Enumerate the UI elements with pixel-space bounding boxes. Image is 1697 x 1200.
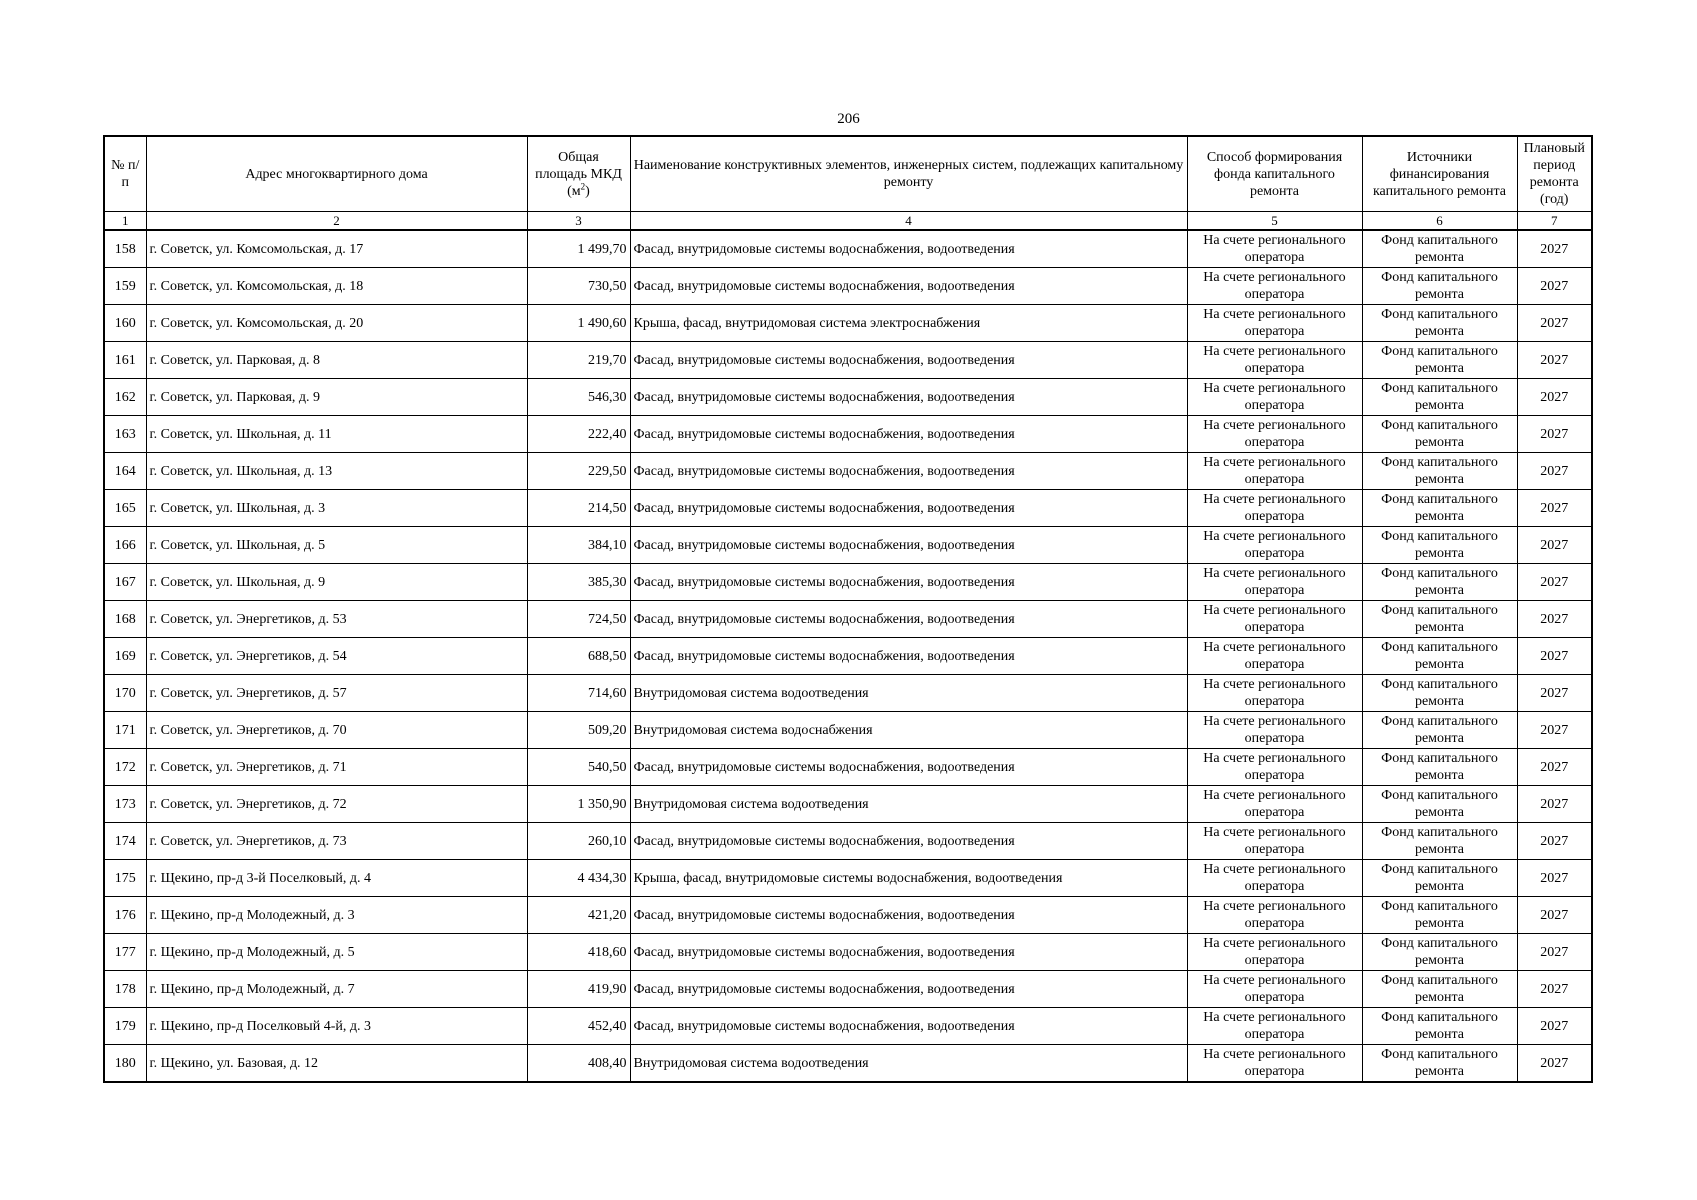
row-source: Фонд капитального ремонта (1362, 823, 1517, 860)
table-row (104, 453, 1592, 490)
row-address: г. Щекино, пр-д Молодежный, д. 5 (146, 934, 527, 971)
row-elements: Фасад, внутридомовые системы водоснабжения, водоотведения (630, 453, 1187, 490)
row-number: 170 (104, 675, 146, 712)
row-method: На счете регионального оператора (1187, 601, 1362, 638)
row-area: 452,40 (527, 1008, 630, 1045)
row-area: 1 499,70 (527, 230, 630, 268)
table-row (104, 712, 1592, 749)
column-number: 3 (527, 212, 630, 231)
row-year: 2027 (1517, 342, 1592, 379)
row-address: г. Щекино, пр-д Молодежный, д. 3 (146, 897, 527, 934)
row-elements: Фасад, внутридомовые системы водоснабжения, водоотведения (630, 490, 1187, 527)
row-method: На счете регионального оператора (1187, 416, 1362, 453)
row-method: На счете регионального оператора (1187, 897, 1362, 934)
row-address: г. Советск, ул. Энергетиков, д. 71 (146, 749, 527, 786)
row-elements: Внутридомовая система водоотведения (630, 786, 1187, 823)
row-method: На счете регионального оператора (1187, 823, 1362, 860)
row-method: На счете регионального оператора (1187, 379, 1362, 416)
row-elements: Внутридомовая система водоснабжения (630, 712, 1187, 749)
row-number: 174 (104, 823, 146, 860)
row-address: г. Советск, ул. Комсомольская, д. 20 (146, 305, 527, 342)
row-address: г. Советск, ул. Энергетиков, д. 57 (146, 675, 527, 712)
table-row (104, 342, 1592, 379)
row-source: Фонд капитального ремонта (1362, 675, 1517, 712)
row-year: 2027 (1517, 823, 1592, 860)
row-number: 169 (104, 638, 146, 675)
row-method: На счете регионального оператора (1187, 268, 1362, 305)
row-number: 177 (104, 934, 146, 971)
row-address: г. Советск, ул. Школьная, д. 9 (146, 564, 527, 601)
row-address: г. Советск, ул. Энергетиков, д. 54 (146, 638, 527, 675)
row-elements: Крыша, фасад, внутридомовая система электроснабжения (630, 305, 1187, 342)
row-year: 2027 (1517, 860, 1592, 897)
row-number: 160 (104, 305, 146, 342)
row-area: 418,60 (527, 934, 630, 971)
row-year: 2027 (1517, 934, 1592, 971)
row-year: 2027 (1517, 527, 1592, 564)
table-row (104, 305, 1592, 342)
header-area (527, 136, 630, 212)
table-row (104, 934, 1592, 971)
row-method: На счете регионального оператора (1187, 564, 1362, 601)
column-number: 7 (1517, 212, 1592, 231)
column-number: 6 (1362, 212, 1517, 231)
row-address: г. Советск, ул. Парковая, д. 8 (146, 342, 527, 379)
row-method: На счете регионального оператора (1187, 342, 1362, 379)
row-year: 2027 (1517, 416, 1592, 453)
row-area: 408,40 (527, 1045, 630, 1083)
row-address: г. Советск, ул. Энергетиков, д. 53 (146, 601, 527, 638)
row-method: На счете регионального оператора (1187, 490, 1362, 527)
row-year: 2027 (1517, 453, 1592, 490)
row-area: 540,50 (527, 749, 630, 786)
row-number: 168 (104, 601, 146, 638)
row-method: На счете регионального оператора (1187, 749, 1362, 786)
table-row (104, 490, 1592, 527)
table-row (104, 379, 1592, 416)
row-area: 1 350,90 (527, 786, 630, 823)
row-method: На счете регионального оператора (1187, 638, 1362, 675)
page-number: 206 (837, 111, 860, 127)
row-address: г. Щекино, пр-д Поселковый 4-й, д. 3 (146, 1008, 527, 1045)
row-method: На счете регионального оператора (1187, 860, 1362, 897)
row-year: 2027 (1517, 490, 1592, 527)
row-elements: Фасад, внутридомовые системы водоснабжения, водоотведения (630, 416, 1187, 453)
row-source: Фонд капитального ремонта (1362, 490, 1517, 527)
table-body (104, 230, 1592, 1082)
row-source: Фонд капитального ремонта (1362, 786, 1517, 823)
header-area-unit: $(м^2)$ (567, 180, 590, 199)
row-year: 2027 (1517, 749, 1592, 786)
row-elements: Крыша, фасад, внутридомовые системы водоснабжения, водоотведения (630, 860, 1187, 897)
row-year: 2027 (1517, 1045, 1592, 1083)
row-address: г. Щекино, пр-д 3-й Поселковый, д. 4 (146, 860, 527, 897)
column-number: 2 (146, 212, 527, 231)
row-source: Фонд капитального ремонта (1362, 527, 1517, 564)
row-method: На счете регионального оператора (1187, 786, 1362, 823)
row-method: На счете регионального оператора (1187, 712, 1362, 749)
row-year: 2027 (1517, 379, 1592, 416)
table-row (104, 749, 1592, 786)
table-row (104, 564, 1592, 601)
row-source: Фонд капитального ремонта (1362, 268, 1517, 305)
header-period: Плановый период ремонта (год) (1517, 136, 1592, 212)
row-address: г. Советск, ул. Комсомольская, д. 18 (146, 268, 527, 305)
row-number: 161 (104, 342, 146, 379)
column-number: 4 (630, 212, 1187, 231)
row-number: 164 (104, 453, 146, 490)
row-number: 173 (104, 786, 146, 823)
row-method: На счете регионального оператора (1187, 1008, 1362, 1045)
table-row (104, 1008, 1592, 1045)
row-elements: Фасад, внутридомовые системы водоснабжения, водоотведения (630, 601, 1187, 638)
row-source: Фонд капитального ремонта (1362, 860, 1517, 897)
row-source: Фонд капитального ремонта (1362, 305, 1517, 342)
row-year: 2027 (1517, 971, 1592, 1008)
row-elements: Фасад, внутридомовые системы водоснабжения, водоотведения (630, 379, 1187, 416)
row-number: 165 (104, 490, 146, 527)
row-year: 2027 (1517, 638, 1592, 675)
row-elements: Фасад, внутридомовые системы водоснабжения, водоотведения (630, 934, 1187, 971)
row-area: 509,20 (527, 712, 630, 749)
row-elements: Фасад, внутридомовые системы водоснабжения, водоотведения (630, 823, 1187, 860)
row-number: 158 (104, 230, 146, 268)
row-source: Фонд капитального ремонта (1362, 897, 1517, 934)
row-area: 730,50 (527, 268, 630, 305)
header-num: № п/п (104, 136, 146, 212)
row-source: Фонд капитального ремонта (1362, 971, 1517, 1008)
row-area: 724,50 (527, 601, 630, 638)
row-elements: Внутридомовая система водоотведения (630, 1045, 1187, 1083)
header-row (104, 136, 1592, 212)
row-elements: Фасад, внутридомовые системы водоснабжения, водоотведения (630, 897, 1187, 934)
row-number: 176 (104, 897, 146, 934)
header-area-text: Общая площадь МКД (535, 149, 622, 182)
row-method: На счете регионального оператора (1187, 453, 1362, 490)
row-address: г. Советск, ул. Парковая, д. 9 (146, 379, 527, 416)
row-elements: Фасад, внутридомовые системы водоснабжения, водоотведения (630, 268, 1187, 305)
row-address: г. Советск, ул. Школьная, д. 11 (146, 416, 527, 453)
row-source: Фонд капитального ремонта (1362, 638, 1517, 675)
row-method: На счете регионального оператора (1187, 305, 1362, 342)
row-area: 219,70 (527, 342, 630, 379)
row-source: Фонд капитального ремонта (1362, 230, 1517, 268)
row-area: 385,30 (527, 564, 630, 601)
row-number: 178 (104, 971, 146, 1008)
row-year: 2027 (1517, 675, 1592, 712)
row-year: 2027 (1517, 564, 1592, 601)
row-source: Фонд капитального ремонта (1362, 934, 1517, 971)
row-area: 222,40 (527, 416, 630, 453)
row-elements: Фасад, внутридомовые системы водоснабжения, водоотведения (630, 527, 1187, 564)
row-method: На счете регионального оператора (1187, 1045, 1362, 1083)
row-number: 175 (104, 860, 146, 897)
row-method: На счете регионального оператора (1187, 971, 1362, 1008)
row-elements: Фасад, внутридомовые системы водоснабжения, водоотведения (630, 1008, 1187, 1045)
row-area: 1 490,60 (527, 305, 630, 342)
row-year: 2027 (1517, 897, 1592, 934)
table-row (104, 268, 1592, 305)
table-row (104, 527, 1592, 564)
header-elements: Наименование конструктивных элементов, инженерных систем, подлежащих капитальному ремонту (630, 136, 1187, 212)
row-number: 180 (104, 1045, 146, 1083)
table-row (104, 971, 1592, 1008)
row-year: 2027 (1517, 268, 1592, 305)
row-source: Фонд капитального ремонта (1362, 342, 1517, 379)
row-number: 159 (104, 268, 146, 305)
row-area: 384,10 (527, 527, 630, 564)
row-elements: Внутридомовая система водоотведения (630, 675, 1187, 712)
row-elements: Фасад, внутридомовые системы водоснабжения, водоотведения (630, 230, 1187, 268)
row-elements: Фасад, внутридомовые системы водоснабжения, водоотведения (630, 638, 1187, 675)
row-year: 2027 (1517, 305, 1592, 342)
row-year: 2027 (1517, 230, 1592, 268)
row-elements: Фасад, внутридомовые системы водоснабжения, водоотведения (630, 971, 1187, 1008)
table-row (104, 416, 1592, 453)
table-row (104, 638, 1592, 675)
table-row (104, 860, 1592, 897)
row-address: г. Советск, ул. Комсомольская, д. 17 (146, 230, 527, 268)
table-row (104, 823, 1592, 860)
row-number: 171 (104, 712, 146, 749)
header-address: Адрес многоквартирного дома (146, 136, 527, 212)
row-source: Фонд капитального ремонта (1362, 564, 1517, 601)
row-year: 2027 (1517, 601, 1592, 638)
table-row (104, 1045, 1592, 1083)
row-number: 172 (104, 749, 146, 786)
row-method: На счете регионального оператора (1187, 675, 1362, 712)
row-area: 714,60 (527, 675, 630, 712)
row-source: Фонд капитального ремонта (1362, 416, 1517, 453)
row-year: 2027 (1517, 786, 1592, 823)
row-year: 2027 (1517, 1008, 1592, 1045)
row-address: г. Советск, ул. Энергетиков, д. 72 (146, 786, 527, 823)
row-area: 4 434,30 (527, 860, 630, 897)
row-address: г. Советск, ул. Школьная, д. 13 (146, 453, 527, 490)
table-row (104, 675, 1592, 712)
header-method: Способ формирования фонда капитального ремонта (1187, 136, 1362, 212)
row-address: г. Советск, ул. Школьная, д. 5 (146, 527, 527, 564)
row-source: Фонд капитального ремонта (1362, 453, 1517, 490)
row-source: Фонд капитального ремонта (1362, 601, 1517, 638)
row-number: 179 (104, 1008, 146, 1045)
row-address: г. Советск, ул. Школьная, д. 3 (146, 490, 527, 527)
row-source: Фонд капитального ремонта (1362, 379, 1517, 416)
row-method: На счете регионального оператора (1187, 527, 1362, 564)
row-elements: Фасад, внутридомовые системы водоснабжения, водоотведения (630, 342, 1187, 379)
row-number: 162 (104, 379, 146, 416)
row-method: На счете регионального оператора (1187, 230, 1362, 268)
table-row (104, 897, 1592, 934)
row-area: 421,20 (527, 897, 630, 934)
row-area: 546,30 (527, 379, 630, 416)
row-source: Фонд капитального ремонта (1362, 1045, 1517, 1083)
column-number: 5 (1187, 212, 1362, 231)
table-row (104, 786, 1592, 823)
table-row (104, 230, 1592, 268)
row-address: г. Советск, ул. Энергетиков, д. 70 (146, 712, 527, 749)
row-area: 419,90 (527, 971, 630, 1008)
row-address: г. Советск, ул. Энергетиков, д. 73 (146, 823, 527, 860)
row-source: Фонд капитального ремонта (1362, 1008, 1517, 1045)
row-number: 167 (104, 564, 146, 601)
row-area: 260,10 (527, 823, 630, 860)
repair-program-table (103, 135, 1593, 1083)
column-number-row (104, 212, 1592, 231)
row-method: На счете регионального оператора (1187, 934, 1362, 971)
row-area: 229,50 (527, 453, 630, 490)
table-row (104, 601, 1592, 638)
row-elements: Фасад, внутридомовые системы водоснабжения, водоотведения (630, 564, 1187, 601)
row-area: 214,50 (527, 490, 630, 527)
row-address: г. Щекино, пр-д Молодежный, д. 7 (146, 971, 527, 1008)
row-area: 688,50 (527, 638, 630, 675)
row-source: Фонд капитального ремонта (1362, 712, 1517, 749)
row-year: 2027 (1517, 712, 1592, 749)
column-number: 1 (104, 212, 146, 231)
row-source: Фонд капитального ремонта (1362, 749, 1517, 786)
row-number: 166 (104, 527, 146, 564)
row-number: 163 (104, 416, 146, 453)
row-elements: Фасад, внутридомовые системы водоснабжения, водоотведения (630, 749, 1187, 786)
header-source: Источники финансирования капитального ремонта (1362, 136, 1517, 212)
row-address: г. Щекино, ул. Базовая, д. 12 (146, 1045, 527, 1083)
